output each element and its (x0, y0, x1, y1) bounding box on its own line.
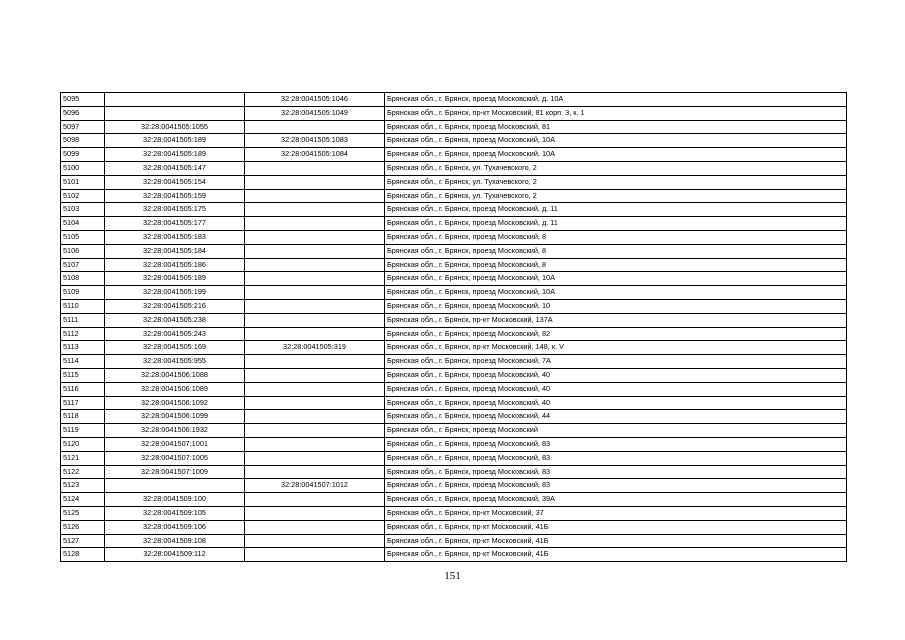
row-number-cell: 5107 (61, 258, 105, 272)
row-number-cell: 5103 (61, 203, 105, 217)
row-number-cell: 5110 (61, 299, 105, 313)
address-cell: Брянская обл., г. Брянск, проезд Московский, 10А (385, 286, 847, 300)
related-cadastral-number-cell (245, 286, 385, 300)
row-number-cell: 5109 (61, 286, 105, 300)
cadastral-number-cell: 32:28:0041506:1099 (105, 410, 245, 424)
address-cell: Брянская обл., г. Брянск, проезд Московский, 83 (385, 437, 847, 451)
row-number-cell: 5116 (61, 382, 105, 396)
address-cell: Брянская обл., г. Брянск, проезд Московский, 83 (385, 451, 847, 465)
address-cell: Брянская обл., г. Брянск, пр-кт Московский, 41Б (385, 534, 847, 548)
address-cell: Брянская обл., г. Брянск, пр-кт Московский, 41Б (385, 520, 847, 534)
table-row (61, 272, 847, 286)
address-cell: Брянская обл., г. Брянск, проезд Московский, 10А (385, 272, 847, 286)
table-row (61, 134, 847, 148)
cadastral-number-cell: 32:28:0041509:105 (105, 506, 245, 520)
address-cell: Брянская обл., г. Брянск, проезд Московский, 10А (385, 134, 847, 148)
table-row (61, 244, 847, 258)
table-row (61, 203, 847, 217)
cadastral-number-cell: 32:28:0041505:199 (105, 286, 245, 300)
related-cadastral-number-cell (245, 534, 385, 548)
table-row (61, 465, 847, 479)
address-cell: Брянская обл., г. Брянск, проезд Московский, 40 (385, 382, 847, 396)
cadastral-number-cell: 32:28:0041506:1092 (105, 396, 245, 410)
row-number-cell: 5108 (61, 272, 105, 286)
related-cadastral-number-cell (245, 382, 385, 396)
related-cadastral-number-cell: 32:28:0041505:1083 (245, 134, 385, 148)
address-cell: Брянская обл., г. Брянск, проезд Московский, 83 (385, 465, 847, 479)
related-cadastral-number-cell (245, 327, 385, 341)
cadastral-number-cell: 32:28:0041509:108 (105, 534, 245, 548)
row-number-cell: 5117 (61, 396, 105, 410)
address-cell: Брянская обл., г. Брянск, проезд Московский, 44 (385, 410, 847, 424)
table-row (61, 396, 847, 410)
address-cell: Брянская обл., г. Брянск, проезд Московский, 39А (385, 493, 847, 507)
address-cell: Брянская обл., г. Брянск, проезд Московский, 40 (385, 396, 847, 410)
related-cadastral-number-cell (245, 203, 385, 217)
row-number-cell: 5097 (61, 120, 105, 134)
cadastral-number-cell: 32:28:0041505:147 (105, 161, 245, 175)
related-cadastral-number-cell (245, 244, 385, 258)
table-row (61, 368, 847, 382)
related-cadastral-number-cell (245, 217, 385, 231)
row-number-cell: 5105 (61, 230, 105, 244)
related-cadastral-number-cell: 32:28:0041507:1012 (245, 479, 385, 493)
row-number-cell: 5096 (61, 106, 105, 120)
table-row (61, 493, 847, 507)
table-row (61, 506, 847, 520)
table-row (61, 327, 847, 341)
related-cadastral-number-cell (245, 230, 385, 244)
row-number-cell: 5111 (61, 313, 105, 327)
related-cadastral-number-cell (245, 548, 385, 562)
table-row (61, 520, 847, 534)
table-row (61, 437, 847, 451)
cadastral-number-cell: 32:28:0041505:169 (105, 341, 245, 355)
cadastral-number-cell: 32:28:0041509:106 (105, 520, 245, 534)
cadastral-number-cell (105, 479, 245, 493)
related-cadastral-number-cell (245, 120, 385, 134)
row-number-cell: 5123 (61, 479, 105, 493)
row-number-cell: 5124 (61, 493, 105, 507)
row-number-cell: 5126 (61, 520, 105, 534)
address-cell: Брянская обл., г. Брянск, проезд Московский (385, 424, 847, 438)
address-cell: Брянская обл., г. Брянск, пр-кт Московский, 81 корп. 3, к. 1 (385, 106, 847, 120)
registry-table-body (61, 93, 847, 562)
table-row (61, 106, 847, 120)
cadastral-number-cell: 32:28:0041505:189 (105, 134, 245, 148)
table-row (61, 175, 847, 189)
cadastral-number-cell: 32:28:0041505:189 (105, 148, 245, 162)
row-number-cell: 5106 (61, 244, 105, 258)
address-cell: Брянская обл., г. Брянск, проезд Московский, 40 (385, 368, 847, 382)
table-row (61, 534, 847, 548)
table-row (61, 341, 847, 355)
related-cadastral-number-cell (245, 506, 385, 520)
row-number-cell: 5113 (61, 341, 105, 355)
row-number-cell: 5114 (61, 355, 105, 369)
cadastral-number-cell: 32:28:0041505:216 (105, 299, 245, 313)
table-row (61, 217, 847, 231)
cadastral-number-cell: 32:28:0041507:1005 (105, 451, 245, 465)
cadastral-number-cell: 32:28:0041507:1001 (105, 437, 245, 451)
row-number-cell: 5100 (61, 161, 105, 175)
table-row (61, 479, 847, 493)
address-cell: Брянская обл., г. Брянск, проезд Московский, 8 (385, 230, 847, 244)
table-row (61, 451, 847, 465)
cadastral-number-cell: 32:28:0041506:1088 (105, 368, 245, 382)
related-cadastral-number-cell (245, 175, 385, 189)
table-row (61, 313, 847, 327)
cadastral-number-cell: 32:28:0041505:955 (105, 355, 245, 369)
address-cell: Брянская обл., г. Брянск, ул. Тухачевского, 2 (385, 161, 847, 175)
row-number-cell: 5125 (61, 506, 105, 520)
address-cell: Брянская обл., г. Брянск, проезд Московский, д. 11 (385, 203, 847, 217)
table-row (61, 161, 847, 175)
table-row (61, 548, 847, 562)
cadastral-number-cell: 32:28:0041507:1009 (105, 465, 245, 479)
address-cell: Брянская обл., г. Брянск, проезд Московский, 7А (385, 355, 847, 369)
row-number-cell: 5095 (61, 93, 105, 107)
related-cadastral-number-cell (245, 189, 385, 203)
related-cadastral-number-cell: 32:28:0041505:1046 (245, 93, 385, 107)
page-number: 151 (444, 570, 461, 582)
cadastral-number-cell (105, 93, 245, 107)
table-row (61, 355, 847, 369)
row-number-cell: 5120 (61, 437, 105, 451)
table-row (61, 382, 847, 396)
cadastral-number-cell (105, 106, 245, 120)
cadastral-number-cell: 32:28:0041505:175 (105, 203, 245, 217)
related-cadastral-number-cell (245, 437, 385, 451)
cadastral-number-cell: 32:28:0041505:189 (105, 272, 245, 286)
related-cadastral-number-cell (245, 520, 385, 534)
row-number-cell: 5112 (61, 327, 105, 341)
cadastral-number-cell: 32:28:0041509:100 (105, 493, 245, 507)
table-row (61, 299, 847, 313)
cadastral-number-cell: 32:28:0041505:154 (105, 175, 245, 189)
table-row (61, 424, 847, 438)
cadastral-registry-table (60, 92, 847, 562)
cadastral-number-cell: 32:28:0041505:159 (105, 189, 245, 203)
address-cell: Брянская обл., г. Брянск, проезд Московский, 10 (385, 299, 847, 313)
cadastral-number-cell: 32:28:0041505:243 (105, 327, 245, 341)
address-cell: Брянская обл., г. Брянск, проезд Московский, 81 (385, 120, 847, 134)
cadastral-number-cell: 32:28:0041505:177 (105, 217, 245, 231)
row-number-cell: 5121 (61, 451, 105, 465)
related-cadastral-number-cell (245, 465, 385, 479)
table-row (61, 230, 847, 244)
table-row (61, 286, 847, 300)
address-cell: Брянская обл., г. Брянск, проезд Московский, д. 10А (385, 93, 847, 107)
row-number-cell: 5119 (61, 424, 105, 438)
related-cadastral-number-cell (245, 396, 385, 410)
related-cadastral-number-cell (245, 451, 385, 465)
related-cadastral-number-cell (245, 299, 385, 313)
address-cell: Брянская обл., г. Брянск, ул. Тухачевского, 2 (385, 189, 847, 203)
cadastral-number-cell: 32:28:0041506:1932 (105, 424, 245, 438)
row-number-cell: 5099 (61, 148, 105, 162)
address-cell: Брянская обл., г. Брянск, проезд Московский, 83 (385, 479, 847, 493)
row-number-cell: 5127 (61, 534, 105, 548)
table-row (61, 258, 847, 272)
row-number-cell: 5104 (61, 217, 105, 231)
row-number-cell: 5118 (61, 410, 105, 424)
related-cadastral-number-cell (245, 272, 385, 286)
related-cadastral-number-cell (245, 161, 385, 175)
address-cell: Брянская обл., г. Брянск, проезд Московский, 8 (385, 258, 847, 272)
cadastral-number-cell: 32:28:0041505:183 (105, 230, 245, 244)
cadastral-number-cell: 32:28:0041509:112 (105, 548, 245, 562)
related-cadastral-number-cell: 32:28:0041505:319 (245, 341, 385, 355)
address-cell: Брянская обл., г. Брянск, проезд Московский, 8 (385, 244, 847, 258)
table-row (61, 189, 847, 203)
related-cadastral-number-cell (245, 258, 385, 272)
related-cadastral-number-cell: 32:28:0041505:1084 (245, 148, 385, 162)
table-row (61, 120, 847, 134)
table-row (61, 148, 847, 162)
row-number-cell: 5128 (61, 548, 105, 562)
cadastral-number-cell: 32:28:0041505:1055 (105, 120, 245, 134)
cadastral-number-cell: 32:28:0041505:186 (105, 258, 245, 272)
row-number-cell: 5101 (61, 175, 105, 189)
table-row (61, 410, 847, 424)
row-number-cell: 5098 (61, 134, 105, 148)
cadastral-number-cell: 32:28:0041505:238 (105, 313, 245, 327)
row-number-cell: 5115 (61, 368, 105, 382)
address-cell: Брянская обл., г. Брянск, пр-кт Московский, 148, к. V (385, 341, 847, 355)
related-cadastral-number-cell (245, 355, 385, 369)
address-cell: Брянская обл., г. Брянск, пр-кт Московский, 137А (385, 313, 847, 327)
address-cell: Брянская обл., г. Брянск, пр-кт Московский, 41Б (385, 548, 847, 562)
cadastral-number-cell: 32:28:0041506:1089 (105, 382, 245, 396)
cadastral-number-cell: 32:28:0041505:184 (105, 244, 245, 258)
related-cadastral-number-cell (245, 493, 385, 507)
address-cell: Брянская обл., г. Брянск, ул. Тухачевского, 2 (385, 175, 847, 189)
related-cadastral-number-cell: 32:28:0041505:1049 (245, 106, 385, 120)
address-cell: Брянская обл., г. Брянск, проезд Московский, 82 (385, 327, 847, 341)
table-row (61, 93, 847, 107)
related-cadastral-number-cell (245, 410, 385, 424)
related-cadastral-number-cell (245, 313, 385, 327)
related-cadastral-number-cell (245, 424, 385, 438)
address-cell: Брянская обл., г. Брянск, проезд Московский, д. 11 (385, 217, 847, 231)
address-cell: Брянская обл., г. Брянск, проезд Московский, 10А (385, 148, 847, 162)
row-number-cell: 5122 (61, 465, 105, 479)
related-cadastral-number-cell (245, 368, 385, 382)
row-number-cell: 5102 (61, 189, 105, 203)
address-cell: Брянская обл., г. Брянск, пр-кт Московский, 37 (385, 506, 847, 520)
